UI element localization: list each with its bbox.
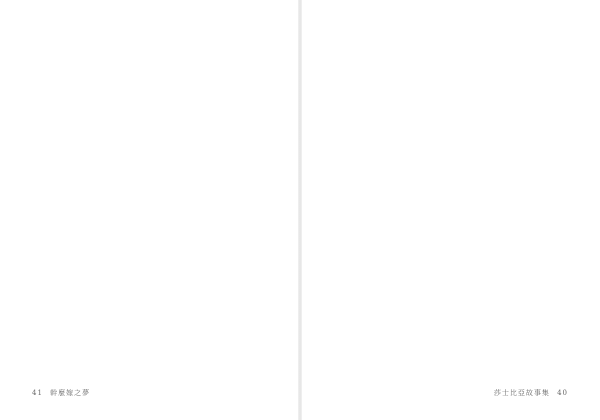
right-running-title: 莎士比亞故事集 bbox=[493, 389, 550, 397]
right-page-text bbox=[322, 30, 574, 368]
right-page-number: 40 bbox=[557, 389, 568, 397]
left-running-title: 幹麼嫁之夢 bbox=[50, 389, 91, 397]
left-page-text bbox=[26, 30, 278, 368]
right-page-folio bbox=[492, 388, 570, 398]
right-page bbox=[300, 0, 600, 420]
left-page-number: 41 bbox=[32, 389, 43, 397]
left-page-folio bbox=[30, 388, 92, 398]
